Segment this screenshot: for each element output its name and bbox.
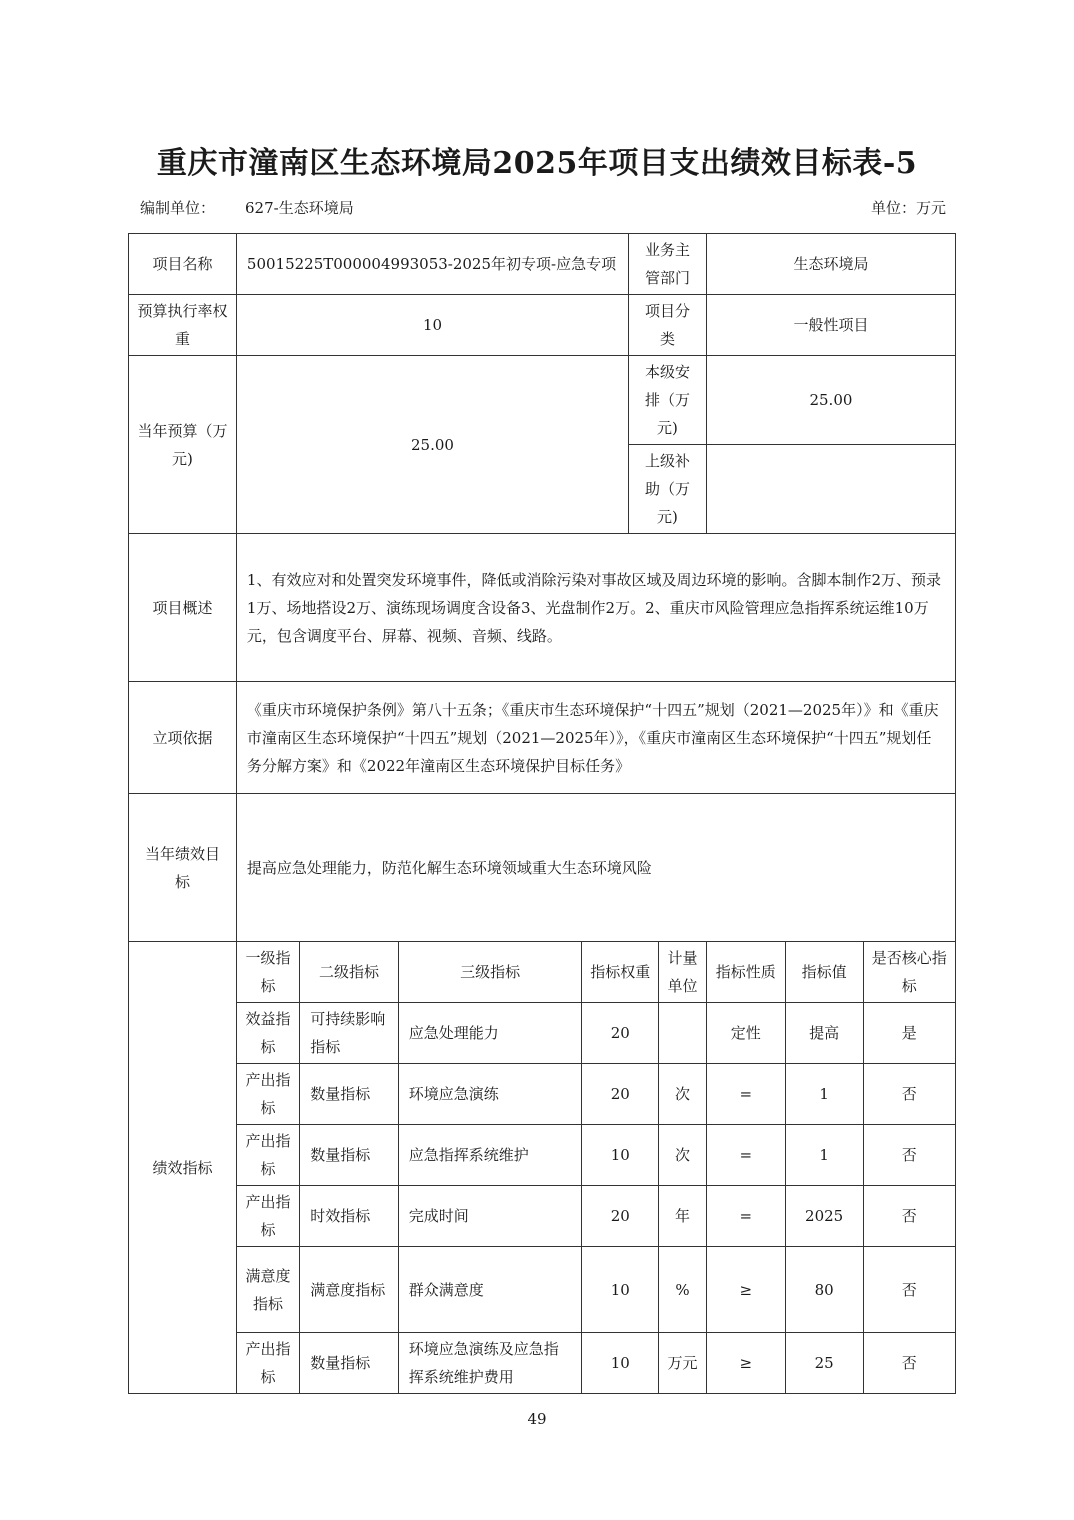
value-cell: 1 bbox=[785, 1064, 863, 1125]
performance-target-table bbox=[128, 233, 956, 1394]
level2-cell: 满意度指标 bbox=[300, 1247, 399, 1333]
local-arrangement-label: 本级安排（万元) bbox=[629, 356, 707, 445]
level1-cell: 产出指标 bbox=[236, 1333, 299, 1394]
level2-cell: 可持续影响指标 bbox=[300, 1003, 399, 1064]
nature-cell: = bbox=[706, 1186, 785, 1247]
weight-cell: 20 bbox=[582, 1064, 659, 1125]
header-weight: 指标权重 bbox=[582, 942, 659, 1003]
unit-cell: 次 bbox=[659, 1125, 707, 1186]
level2-cell: 数量指标 bbox=[300, 1125, 399, 1186]
header-core: 是否核心指标 bbox=[863, 942, 955, 1003]
compiling-unit bbox=[140, 197, 354, 218]
budget-value: 25.00 bbox=[236, 356, 628, 534]
header-level1: 一级指标 bbox=[236, 942, 299, 1003]
unit-cell bbox=[659, 1003, 707, 1064]
core-cell: 否 bbox=[863, 1064, 955, 1125]
category-label: 项目分类 bbox=[629, 295, 707, 356]
compiling-unit-value: 627-生态环境局 bbox=[245, 199, 354, 217]
local-arrangement-value: 25.00 bbox=[706, 356, 955, 445]
goal-text: 提高应急处理能力，防范化解生态环境领域重大生态环境风险 bbox=[236, 794, 955, 942]
value-cell: 1 bbox=[785, 1125, 863, 1186]
compiling-unit-label: 编制单位： bbox=[140, 199, 216, 217]
header-value: 指标值 bbox=[785, 942, 863, 1003]
core-cell: 否 bbox=[863, 1247, 955, 1333]
weight-cell: 20 bbox=[582, 1003, 659, 1064]
nature-cell: = bbox=[706, 1125, 785, 1186]
level3-cell: 环境应急演练及应急指挥系统维护费用 bbox=[398, 1333, 582, 1394]
unit-cell: % bbox=[659, 1247, 707, 1333]
level1-cell: 效益指标 bbox=[236, 1003, 299, 1064]
upper-subsidy-label: 上级补助（万元) bbox=[629, 445, 707, 534]
weight-label: 预算执行率权重 bbox=[129, 295, 237, 356]
level1-cell: 产出指标 bbox=[236, 1064, 299, 1125]
level3-cell: 完成时间 bbox=[398, 1186, 582, 1247]
level3-cell: 群众满意度 bbox=[398, 1247, 582, 1333]
header-unit: 计量单位 bbox=[659, 942, 707, 1003]
dept-label: 业务主管部门 bbox=[629, 234, 707, 295]
table-row bbox=[129, 1003, 956, 1064]
weight-value: 10 bbox=[236, 295, 628, 356]
core-cell: 否 bbox=[863, 1186, 955, 1247]
table-row bbox=[129, 1186, 956, 1247]
level3-cell: 环境应急演练 bbox=[398, 1064, 582, 1125]
weight-cell: 10 bbox=[582, 1125, 659, 1186]
level1-cell: 产出指标 bbox=[236, 1125, 299, 1186]
indicators-section-label: 绩效指标 bbox=[129, 942, 237, 1394]
nature-cell: = bbox=[706, 1064, 785, 1125]
value-cell: 2025 bbox=[785, 1186, 863, 1247]
level2-cell: 数量指标 bbox=[300, 1064, 399, 1125]
weight-cell: 10 bbox=[582, 1247, 659, 1333]
value-cell: 25 bbox=[785, 1333, 863, 1394]
page-number: 49 bbox=[527, 1410, 547, 1428]
budget-label: 当年预算（万元) bbox=[129, 356, 237, 534]
category-value: 一般性项目 bbox=[706, 295, 955, 356]
level3-cell: 应急指挥系统维护 bbox=[398, 1125, 582, 1186]
nature-cell: ≥ bbox=[706, 1247, 785, 1333]
table-row bbox=[129, 1247, 956, 1333]
overview-text: 1、有效应对和处置突发环境事件，降低或消除污染对事故区域及周边环境的影响。含脚本制作2万、预录1万、场地搭设2万、演练现场调度含设备3、光盘制作2万。2、重庆市风险管理应急指挥系统运维10万元，包含调度平台、屏幕、视频、音频、线路。 bbox=[236, 534, 955, 682]
weight-cell: 20 bbox=[582, 1186, 659, 1247]
value-cell: 提高 bbox=[785, 1003, 863, 1064]
table-row bbox=[129, 1064, 956, 1125]
level1-cell: 产出指标 bbox=[236, 1186, 299, 1247]
core-cell: 是 bbox=[863, 1003, 955, 1064]
level2-cell: 时效指标 bbox=[300, 1186, 399, 1247]
level3-cell: 应急处理能力 bbox=[398, 1003, 582, 1064]
unit-cell: 万元 bbox=[659, 1333, 707, 1394]
upper-subsidy-value bbox=[706, 445, 955, 534]
level2-cell: 数量指标 bbox=[300, 1333, 399, 1394]
weight-cell: 10 bbox=[582, 1333, 659, 1394]
project-name-label: 项目名称 bbox=[129, 234, 237, 295]
nature-cell: 定性 bbox=[706, 1003, 785, 1064]
project-name-value: 50015225T000004993053-2025年初专项-应急专项 bbox=[236, 234, 628, 295]
table-row bbox=[129, 1125, 956, 1186]
table-row bbox=[129, 1333, 956, 1394]
header-nature: 指标性质 bbox=[706, 942, 785, 1003]
basis-text: 《重庆市环境保护条例》第八十五条；《重庆市生态环境保护“十四五”规划（2021—2025年）》和《重庆市潼南区生态环境保护“十四五”规划（2021—2025年）》，《重庆市潼南区生态环境保护“十四五”规划任务分解方案》和《2022年潼南区生态环境保护目标任务》 bbox=[236, 682, 955, 794]
basis-label: 立项依据 bbox=[129, 682, 237, 794]
currency-unit: 单位：万元 bbox=[870, 199, 946, 217]
nature-cell: ≥ bbox=[706, 1333, 785, 1394]
level1-cell: 满意度指标 bbox=[236, 1247, 299, 1333]
dept-value: 生态环境局 bbox=[706, 234, 955, 295]
unit-cell: 年 bbox=[659, 1186, 707, 1247]
unit-cell: 次 bbox=[659, 1064, 707, 1125]
value-cell: 80 bbox=[785, 1247, 863, 1333]
header-level3: 三级指标 bbox=[398, 942, 582, 1003]
core-cell: 否 bbox=[863, 1333, 955, 1394]
overview-label: 项目概述 bbox=[129, 534, 237, 682]
header-level2: 二级指标 bbox=[300, 942, 399, 1003]
core-cell: 否 bbox=[863, 1125, 955, 1186]
page-title: 重庆市潼南区生态环境局2025年项目支出绩效目标表-5 bbox=[156, 146, 918, 181]
goal-label: 当年绩效目标 bbox=[129, 794, 237, 942]
